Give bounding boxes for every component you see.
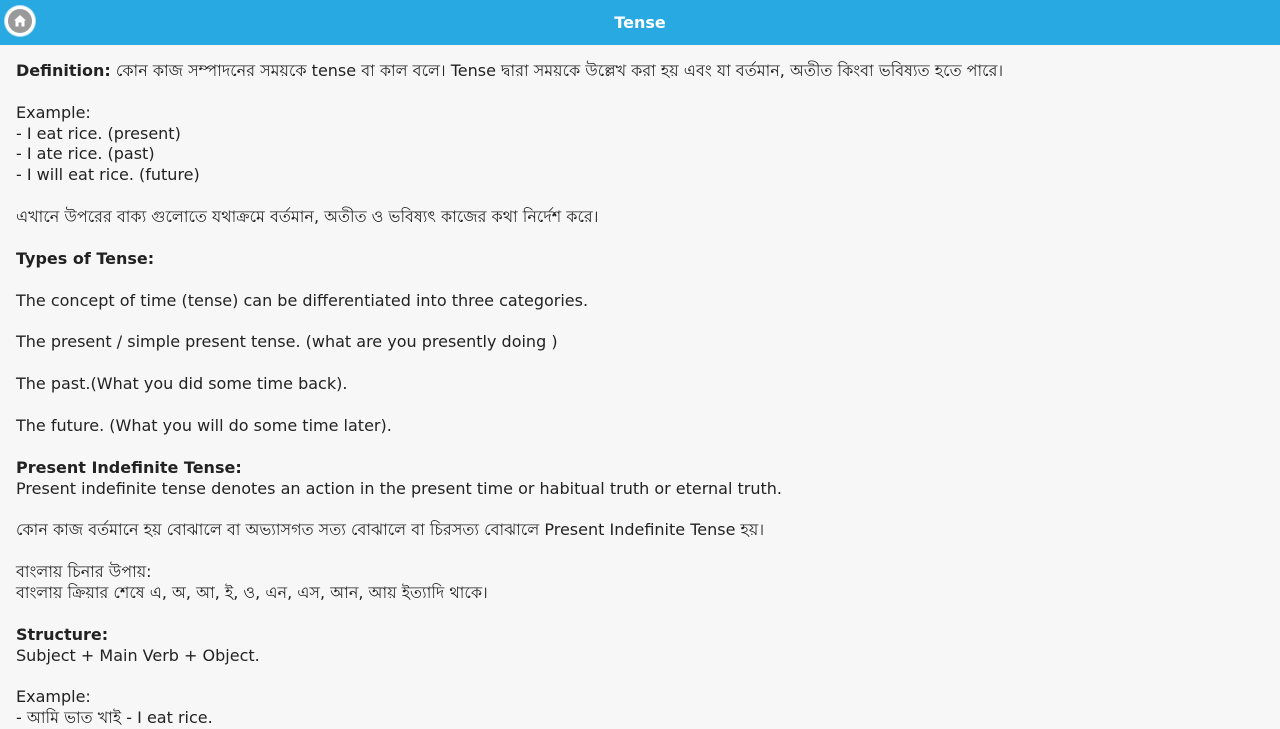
lesson-content (16, 61, 1266, 729)
structure-label: Structure: (16, 624, 109, 644)
recognize-text: বাংলায় ক্রিয়ার শেষে এ, অ, আ, ই, ও, এন, এস, আন, আয় ইত্যাদি থাকে। (16, 582, 488, 602)
definition-paragraph (16, 61, 1266, 82)
example-line: - I will eat rice. (future) (16, 165, 200, 185)
types-heading: Types of Tense: (16, 248, 155, 268)
structure-text: Subject + Main Verb + Object. (16, 645, 260, 665)
definition-label: Definition: (16, 61, 111, 80)
present-indefinite-bengali: কোন কাজ বর্তমানে হয় বোঝালে বা অভ্যাসগত সত্য বোঝালে বা চিরসত্য বোঝালে Present Indefinite Tense হয়। (16, 520, 765, 540)
recognize-label: বাংলায় চিনার উপায়: (16, 562, 152, 582)
home-icon (8, 9, 32, 33)
page-title: Tense (614, 13, 666, 32)
top-app-bar (0, 0, 1280, 45)
type-future: The future. (What you will do some time later). (16, 415, 392, 435)
explanation-bengali: এখানে উপরের বাক্য গুলোতে যথাক্রমে বর্তমান, অতীত ও ভবিষ্যৎ কাজের কথা নির্দেশ করে। (16, 206, 599, 226)
type-present: The present / simple present tense. (what are you presently doing ) (16, 332, 558, 352)
example-line: - I ate rice. (past) (16, 144, 155, 164)
types-intro: The concept of time (tense) can be differentiated into three categories. (16, 290, 589, 310)
example-line: - I eat rice. (present) (16, 123, 181, 143)
example-label: Example: (16, 687, 91, 707)
home-button[interactable] (5, 6, 35, 36)
definition-text: কোন কাজ সম্পাদনের সময়কে tense বা কাল বলে। Tense দ্বারা সময়কে উল্লেখ করা হয় এবং যা বর্তমান, অতীত কিংবা ভবিষ্যত হতে পারে। (115, 61, 1004, 80)
example-line: - আমি ভাত খাই - I eat rice. (16, 708, 213, 728)
present-indefinite-definition: Present indefinite tense denotes an action in the present time or habitual truth or eternal truth. (16, 478, 783, 498)
type-past: The past.(What you did some time back). (16, 374, 348, 394)
example-label: Example: (16, 102, 91, 122)
present-indefinite-heading: Present Indefinite Tense: (16, 457, 242, 477)
